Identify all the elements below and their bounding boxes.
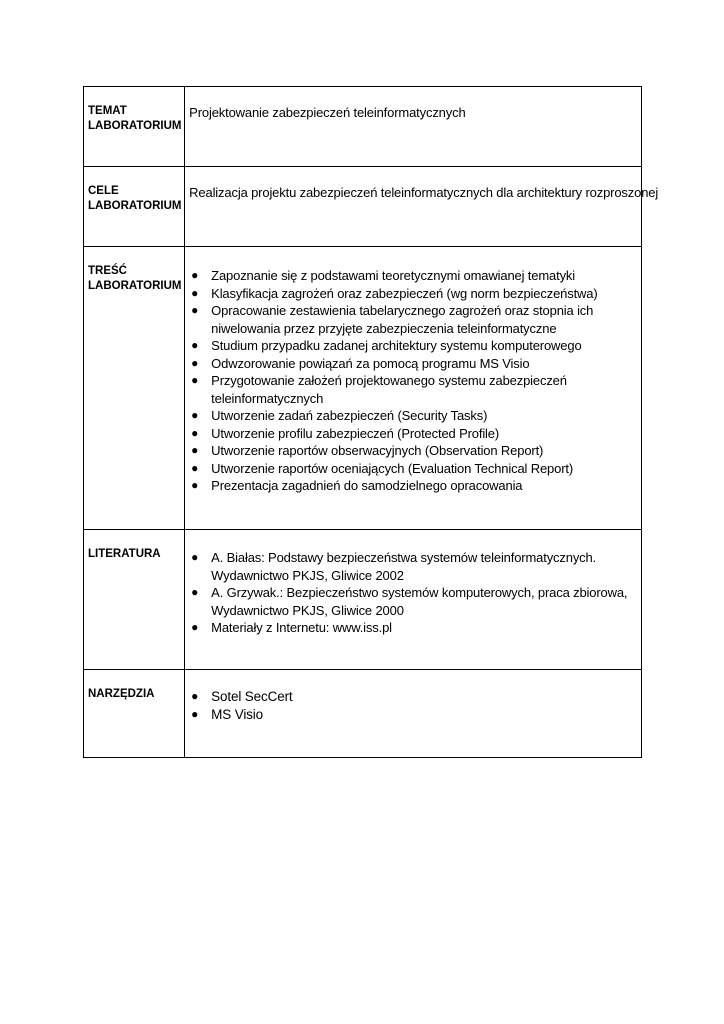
bullet-icon: ●: [191, 460, 199, 475]
list-item: [189, 425, 637, 443]
bullet-icon: ●: [191, 268, 199, 282]
row-content-narzedzia: [185, 670, 642, 758]
list-item-text: Utworzenie profilu zabezpieczeń (Protected Profile): [211, 425, 500, 441]
label-line: TEMAT: [88, 105, 127, 117]
list-item-text: Prezentacja zagadnień do samodzielnego opracowania: [211, 478, 523, 493]
goals-text: Realizacja projektu zabezpieczeń teleinformatycznych dla architektury rozproszonej: [189, 185, 659, 200]
list-item: [189, 372, 637, 407]
bullet-icon: ●: [191, 408, 199, 422]
bullet-icon: ●: [191, 443, 199, 457]
list-item-text: Studium przypadku zadanej architektury systemu komputerowego: [211, 338, 582, 353]
list-item-text: Sotel SecCert: [211, 689, 293, 704]
list-item: [189, 285, 637, 303]
list-item: [189, 688, 637, 706]
list-item-text: Utworzenie raportów oceniających (Evaluation Technical Report): [211, 460, 574, 476]
list-item-text: MS Visio: [211, 706, 263, 722]
list-item-text: Zapoznanie się z podstawami teoretycznymi omawianej tematyki: [211, 268, 576, 283]
list-item: [189, 619, 637, 637]
table-row-tresc: [84, 247, 642, 530]
list-item-text: Utworzenie raportów obserwacyjnych (Observation Report): [211, 443, 544, 458]
list-item-text: Przygotowanie założeń projektowanego systemu zabezpieczeń teleinformatycznych: [211, 373, 567, 406]
bullet-icon: ●: [191, 355, 199, 370]
label-line: LABORATORIUM: [88, 280, 182, 292]
bullet-icon: ●: [191, 425, 199, 440]
row-label-narzedzia: [84, 670, 185, 758]
list-item: [189, 337, 637, 355]
row-content-temat: [185, 87, 642, 167]
bullet-icon: ●: [191, 338, 199, 352]
bullet-icon: ●: [191, 689, 199, 703]
row-label-literatura: [84, 530, 185, 670]
bullet-icon: ●: [191, 285, 199, 300]
bullet-icon: ●: [191, 585, 199, 599]
bullet-icon: ●: [191, 550, 199, 564]
list-item: [189, 477, 637, 495]
list-item-text: Materiały z Internetu: www.iss.pl: [211, 620, 392, 635]
list-item: [189, 706, 637, 724]
table-row-narzedzia: [84, 670, 642, 758]
row-content-literatura: [185, 530, 642, 670]
bullet-icon: ●: [191, 706, 199, 721]
table-row-temat: [84, 87, 642, 167]
label-line: CELE: [88, 185, 119, 197]
topic-text: Projektowanie zabezpieczeń teleinformatycznych: [189, 105, 466, 120]
table-row-cele: [84, 167, 642, 247]
list-item-text: A. Białas: Podstawy bezpieczeństwa systemów teleinformatycznych. Wydawnictwo PKJS, Gliwice 2002: [211, 550, 597, 583]
row-label-tresc: [84, 247, 185, 530]
laboratory-info-table: [83, 86, 659, 758]
list-item: [189, 355, 637, 373]
literature-list: [189, 549, 637, 637]
list-item: [189, 584, 637, 619]
list-item: [189, 549, 637, 584]
list-item-text: Opracowanie zestawienia tabelarycznego zagrożeń oraz stopnia ich niwelowania przez przyjęte zabezpieczenia teleinformatyczne: [211, 303, 594, 336]
label-line: LABORATORIUM: [88, 200, 182, 212]
list-item: [189, 442, 637, 460]
bullet-icon: ●: [191, 303, 199, 317]
row-content-cele: [185, 167, 659, 247]
list-item-text: Klasyfikacja zagrożeń oraz zabezpieczeń (wg norm bezpieczeństwa): [211, 285, 598, 301]
list-item-text: A. Grzywak.: Bezpieczeństwo systemów komputerowych, praca zbiorowa, Wydawnictwo PKJS, Gliwice 2000: [211, 585, 628, 618]
table-row-literatura: [84, 530, 642, 670]
label-line: NARZĘDZIA: [88, 688, 155, 700]
row-label-cele: [84, 167, 185, 247]
bullet-icon: ●: [191, 620, 199, 634]
list-item: [189, 460, 637, 478]
label-line: TREŚĆ: [88, 265, 127, 277]
row-content-tresc: [185, 247, 642, 530]
bullet-icon: ●: [191, 478, 199, 492]
row-label-temat: [84, 87, 185, 167]
list-item: [189, 407, 637, 425]
list-item: [189, 267, 637, 285]
content-list: [189, 267, 637, 495]
list-item-text: Odwzorowanie powiązań za pomocą programu MS Visio: [211, 355, 530, 371]
label-line: LITERATURA: [88, 548, 161, 560]
list-item-text: Utworzenie zadań zabezpieczeń (Security Tasks): [211, 408, 488, 423]
bullet-icon: ●: [191, 373, 199, 387]
label-line: LABORATORIUM: [88, 120, 182, 132]
list-item: [189, 302, 637, 337]
tools-list: [189, 688, 637, 723]
